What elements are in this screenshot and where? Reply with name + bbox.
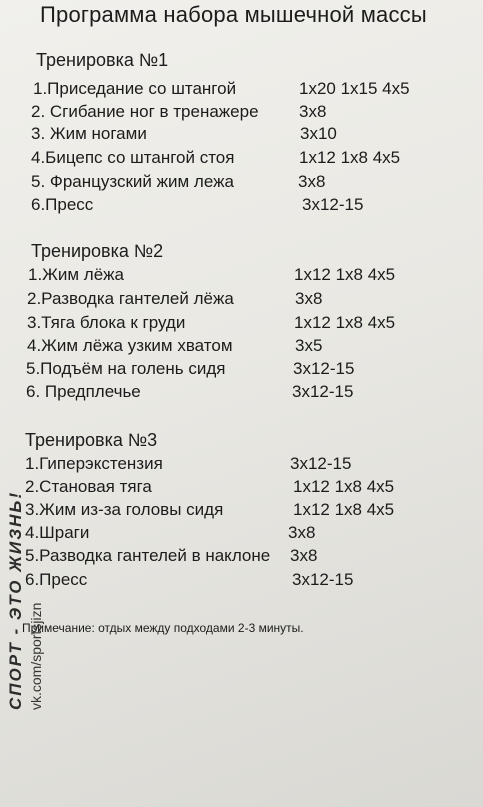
exercise-name: 1.Приседание со штангой bbox=[33, 79, 237, 98]
exercise-row bbox=[31, 102, 481, 126]
exercise-sets: 3х12-15 bbox=[302, 195, 364, 214]
exercise-name: 6.Пресс bbox=[31, 195, 94, 214]
exercise-name: 3.Тяга блока к груди bbox=[27, 313, 186, 332]
exercise-sets: 3х10 bbox=[300, 124, 337, 143]
exercise-sets: 3х8 bbox=[290, 546, 318, 565]
exercise-row bbox=[25, 477, 475, 501]
exercise-row bbox=[33, 79, 483, 103]
exercise-row bbox=[31, 124, 481, 148]
exercise-sets: 3х8 bbox=[299, 102, 327, 121]
exercise-name: 6.Пресс bbox=[25, 570, 88, 589]
watermark-url: vk.com/sportsjizn bbox=[28, 602, 44, 710]
exercise-name: 2. Сгибание ног в тренажере bbox=[31, 102, 259, 121]
workout-2-heading: Тренировка №2 bbox=[31, 241, 164, 261]
exercise-row bbox=[28, 265, 478, 289]
exercise-sets: 1х12 1х8 4х5 bbox=[294, 265, 396, 284]
rest-note: Примечание: отдых между подходами 2-3 минуты. bbox=[22, 621, 304, 635]
exercise-row bbox=[27, 289, 477, 313]
exercise-name: 5. Французский жим лежа bbox=[31, 172, 234, 191]
exercise-name: 2.Разводка гантелей лёжа bbox=[27, 289, 234, 308]
exercise-name: 1.Гиперэкстензия bbox=[25, 454, 163, 473]
exercise-row bbox=[25, 546, 475, 570]
exercise-row bbox=[25, 523, 475, 547]
exercise-sets: 3х12-15 bbox=[292, 382, 354, 401]
exercise-name: 4.Жим лёжа узким хватом bbox=[27, 336, 233, 355]
workout-3-heading: Тренировка №3 bbox=[25, 430, 158, 450]
exercise-sets: 1х12 1х8 4х5 bbox=[293, 500, 395, 519]
exercise-row bbox=[25, 454, 475, 478]
exercise-sets: 1х12 1х8 4х5 bbox=[299, 148, 401, 167]
watermark-slogan: СПОРТ - ЭТО ЖИЗНЬ! bbox=[6, 490, 25, 710]
exercise-name: 4.Шраги bbox=[25, 523, 90, 542]
page-title: Программа набора мышечной массы bbox=[40, 2, 427, 27]
exercise-row bbox=[26, 359, 476, 383]
exercise-sets: 3х12-15 bbox=[290, 454, 352, 473]
exercise-sets: 1х20 1х15 4х5 bbox=[299, 79, 410, 98]
exercise-name: 5.Подъём на голень сидя bbox=[26, 359, 226, 378]
exercise-name: 1.Жим лёжа bbox=[28, 265, 124, 284]
exercise-row bbox=[31, 195, 481, 219]
exercise-row bbox=[31, 148, 481, 172]
exercise-sets: 3х8 bbox=[288, 523, 316, 542]
exercise-row bbox=[27, 336, 477, 360]
exercise-row bbox=[25, 570, 475, 594]
exercise-name: 6. Предплечье bbox=[26, 382, 141, 401]
exercise-row bbox=[31, 172, 481, 196]
exercise-name: 2.Становая тяга bbox=[25, 477, 152, 496]
exercise-sets: 3х8 bbox=[295, 289, 323, 308]
exercise-row bbox=[26, 382, 476, 406]
exercise-row bbox=[27, 313, 477, 337]
workout-1-heading: Тренировка №1 bbox=[36, 50, 169, 70]
exercise-sets: 3х12-15 bbox=[293, 359, 355, 378]
exercise-sets: 1х12 1х8 4х5 bbox=[293, 477, 395, 496]
exercise-sets: 3х12-15 bbox=[292, 570, 354, 589]
exercise-sets: 3х8 bbox=[298, 172, 326, 191]
exercise-sets: 1х12 1х8 4х5 bbox=[294, 313, 396, 332]
exercise-name: 4.Бицепс со штангой стоя bbox=[31, 148, 235, 167]
exercise-name: 3. Жим ногами bbox=[31, 124, 147, 143]
watermark bbox=[6, 410, 50, 710]
exercise-row bbox=[25, 500, 475, 524]
exercise-sets: 3х5 bbox=[295, 336, 323, 355]
exercise-name: 5.Разводка гантелей в наклоне bbox=[25, 546, 271, 565]
exercise-name: 3.Жим из-за головы сидя bbox=[25, 500, 224, 519]
